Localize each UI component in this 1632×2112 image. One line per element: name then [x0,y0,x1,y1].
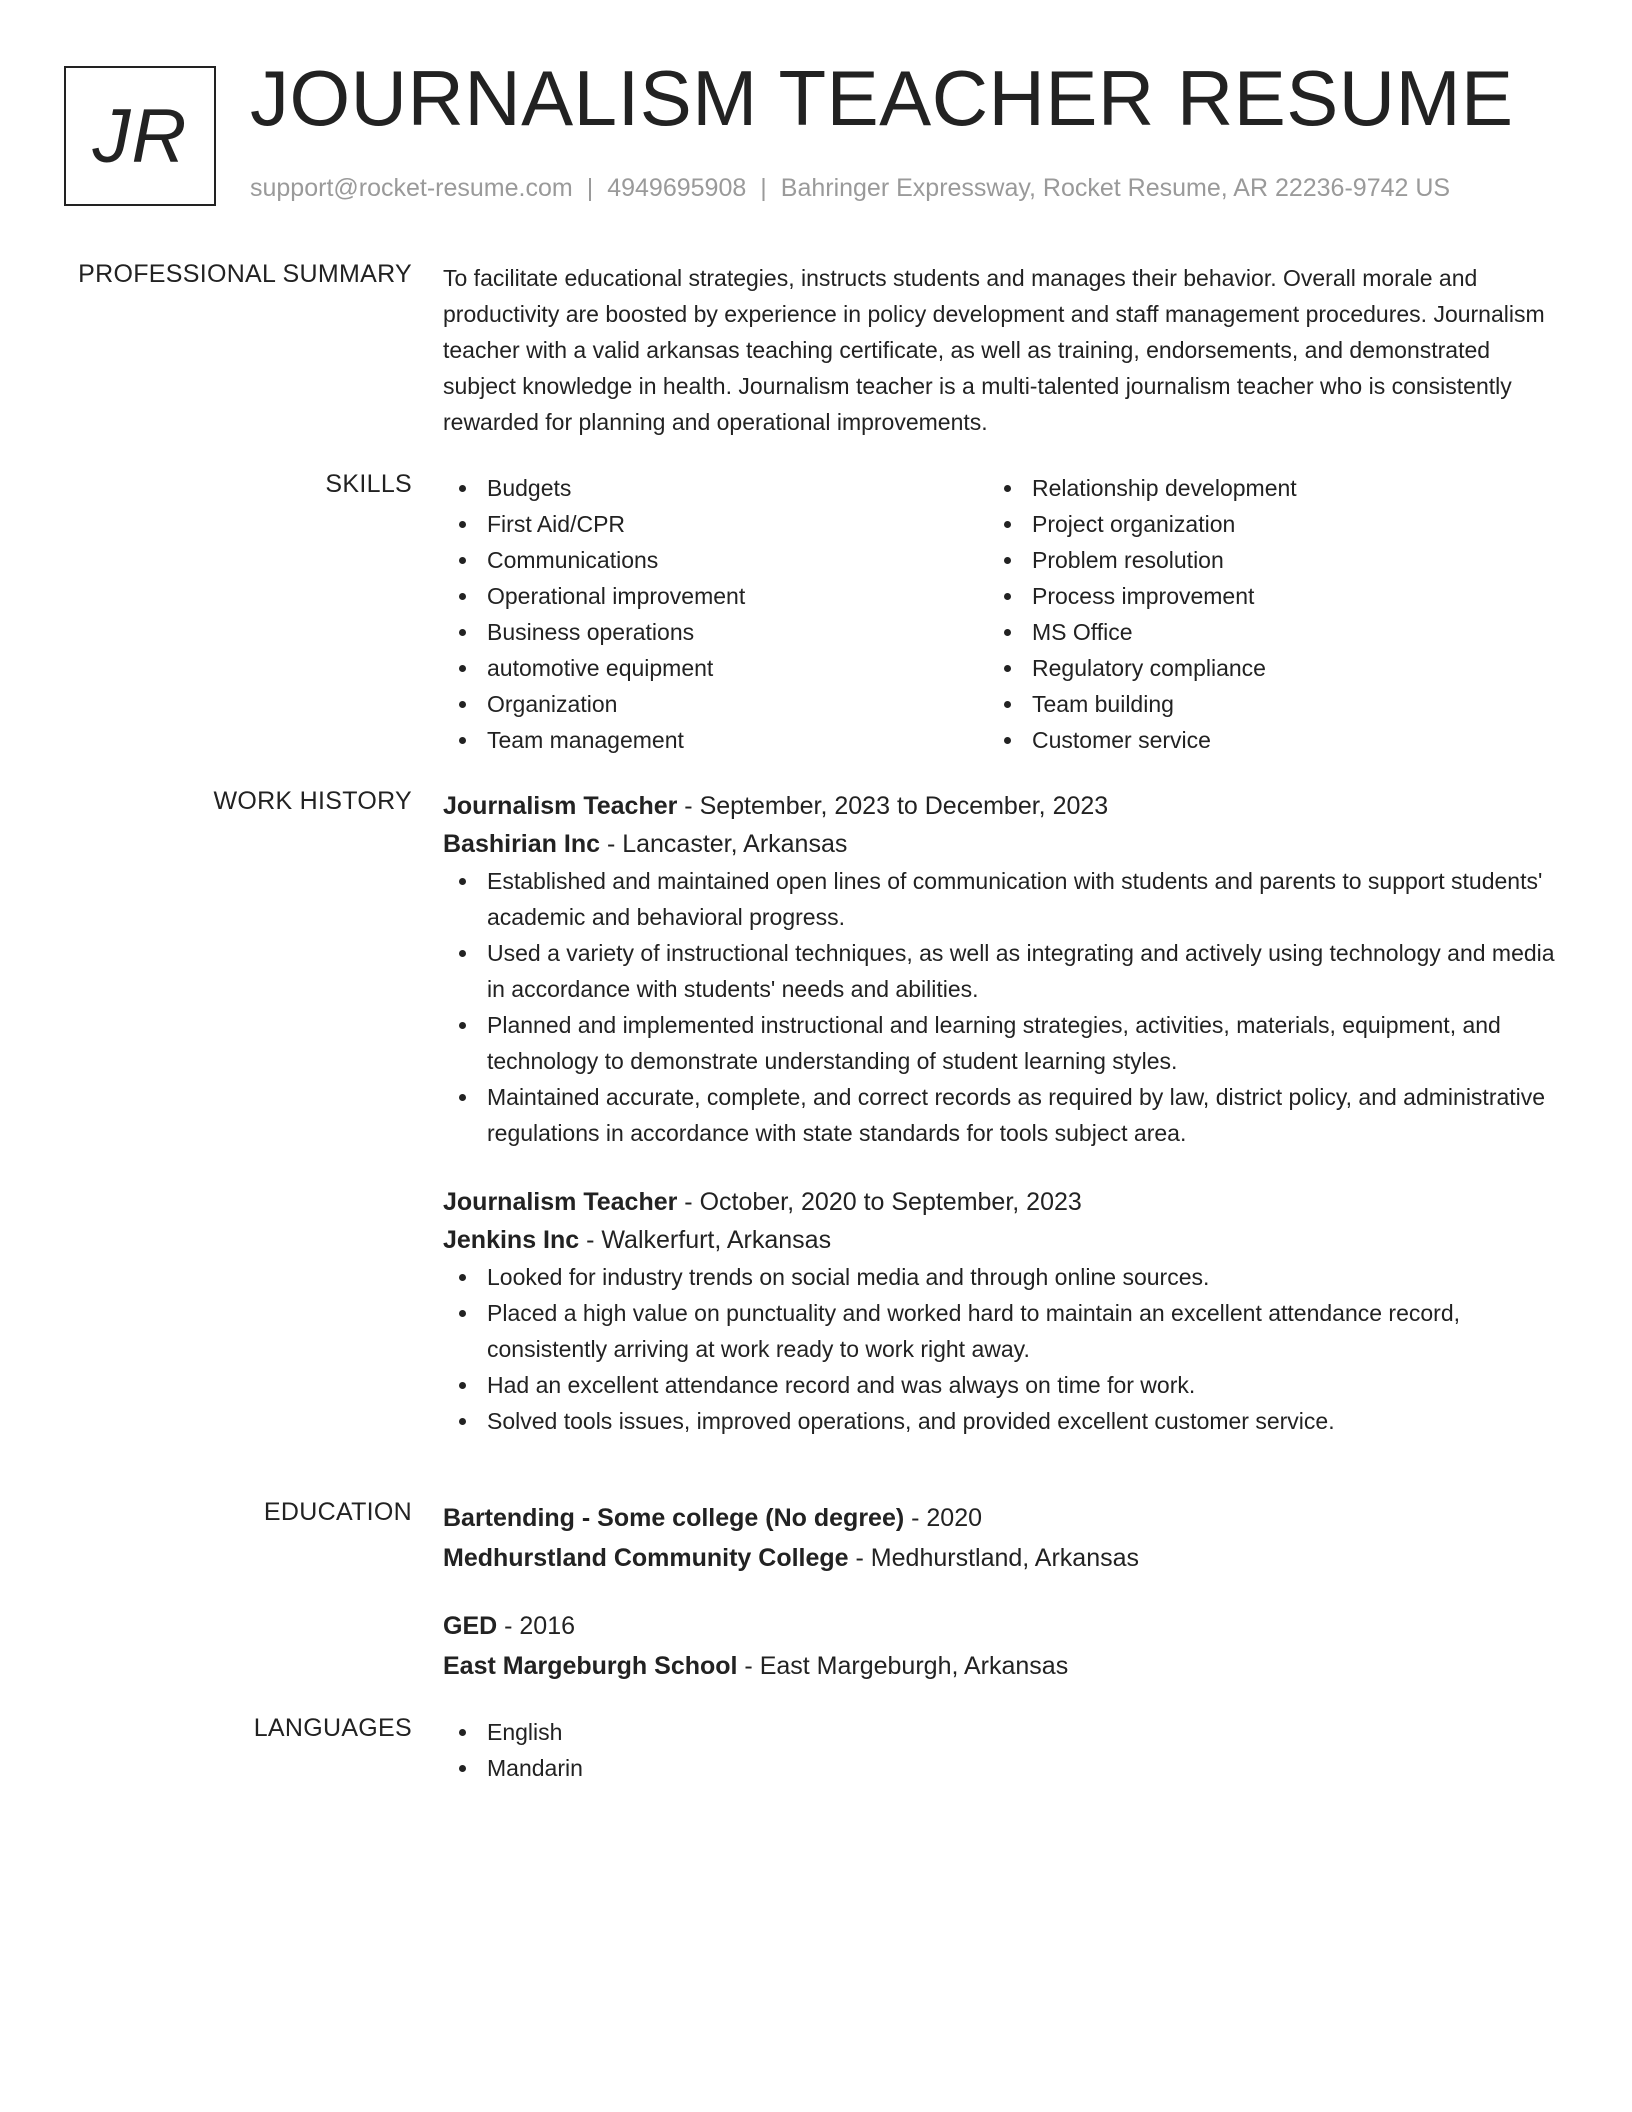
contact-line [250,174,1450,203]
degree-line [443,1606,1558,1646]
job-bullets [443,1259,1558,1439]
job-bullet: Looked for industry trends on social media and through online sources. [443,1259,1558,1295]
languages-body [443,1714,1558,1786]
skill-item: Communications [443,542,988,578]
job-bullet: Had an excellent attendance record and was always on time for work. [443,1367,1558,1403]
job-bullet: Solved tools issues, improved operations, and provided excellent customer service. [443,1403,1558,1439]
company-location: - Walkerfurt, Arkansas [579,1226,832,1254]
job-entry [443,1183,1558,1439]
school-line [443,1538,1558,1578]
company-line [443,1221,1558,1259]
education-entry [443,1498,1558,1578]
section-heading-skills: SKILLS [325,470,412,498]
contact-separator: | [760,174,767,202]
job-bullet: Planned and implemented instructional and learning strategies, activities, materials, equipment, and technology to demonstrate understanding of student learning styles. [443,1007,1558,1079]
skills-list-left [443,470,988,758]
skill-item: Business operations [443,614,988,650]
school-line [443,1646,1558,1686]
company-name: Bashirian Inc [443,830,600,858]
job-title-line [443,1183,1558,1221]
school-name: Medhurstland Community College [443,1544,849,1572]
skill-item: Project organization [988,506,1533,542]
skills-list-right [988,470,1533,758]
job-bullet: Used a variety of instructional techniques, as well as integrating and actively using technology and media in accordance with students' needs and abilities. [443,935,1558,1007]
education-entry [443,1606,1558,1686]
skill-item: Problem resolution [988,542,1533,578]
skill-item: automotive equipment [443,650,988,686]
section-heading-work: WORK HISTORY [213,787,412,815]
skill-item: Relationship development [988,470,1533,506]
skill-item: Operational improvement [443,578,988,614]
section-heading-education: EDUCATION [263,1498,412,1526]
summary-text: To facilitate educational strategies, instructs students and manages their behavior. Overall morale and productivity are boosted by experience in policy development and staff management procedures. Journalism teacher with a valid arkansas teaching certificate, as well as training, endorsements, and demonstrated subject knowledge in health. Journalism teacher is a multi-talented journalism teacher who is consistently rewarded for planning and operational improvements. [443,265,1545,435]
job-dates: - October, 2020 to September, 2023 [677,1188,1082,1216]
monogram-box [64,66,216,206]
education-body [443,1498,1558,1686]
work-body [443,787,1558,1439]
school-name: East Margeburgh School [443,1652,738,1680]
company-name: Jenkins Inc [443,1226,580,1254]
summary-body [443,260,1558,440]
job-title: Journalism Teacher [443,1188,678,1216]
contact-phone[interactable]: 4949695908 [607,174,747,202]
contact-email[interactable]: support@rocket-resume.com [250,174,573,202]
contact-separator: | [586,174,594,202]
job-bullet: Maintained accurate, complete, and correct records as required by law, district policy, and administrative regulations in accordance with state standards for tools subject area. [443,1079,1558,1151]
skill-item: Customer service [988,722,1533,758]
degree-line [443,1498,1558,1538]
degree-year: - 2020 [904,1504,983,1532]
language-item: English [443,1714,1558,1750]
skills-columns [443,470,1558,758]
job-bullet: Placed a high value on punctuality and worked hard to maintain an excellent attendance record, consistently arriving at work ready to work right away. [443,1295,1558,1367]
contact-address: Bahringer Expressway, Rocket Resume, AR 22236-9742 US [780,174,1451,202]
skill-item: Team management [443,722,988,758]
company-line [443,825,1558,863]
job-title: Journalism Teacher [443,792,678,820]
job-entry [443,787,1558,1151]
degree-name: GED [443,1612,498,1640]
school-location: - East Margeburgh, Arkansas [737,1652,1069,1680]
languages-list [443,1714,1558,1786]
section-heading-languages: LANGUAGES [253,1714,412,1742]
school-location: - Medhurstland, Arkansas [848,1544,1140,1572]
skill-item: Process improvement [988,578,1533,614]
job-title-line [443,787,1558,825]
skill-item: Regulatory compliance [988,650,1533,686]
skill-item: MS Office [988,614,1533,650]
page-title: JOURNALISM TEACHER RESUME [250,54,1514,142]
company-location: - Lancaster, Arkansas [600,830,848,858]
skill-item: Budgets [443,470,988,506]
degree-name: Bartending - Some college (No degree) [443,1504,905,1532]
job-bullet: Established and maintained open lines of communication with students and parents to support students' academic and behavioral progress. [443,863,1558,935]
job-dates: - September, 2023 to December, 2023 [677,792,1109,820]
degree-year: - 2016 [497,1612,576,1640]
job-bullets [443,863,1558,1151]
language-item: Mandarin [443,1750,1558,1786]
skill-item: Team building [988,686,1533,722]
section-heading-summary: PROFESSIONAL SUMMARY [78,260,412,288]
skill-item: First Aid/CPR [443,506,988,542]
monogram-initials: JR [92,93,188,179]
skill-item: Organization [443,686,988,722]
